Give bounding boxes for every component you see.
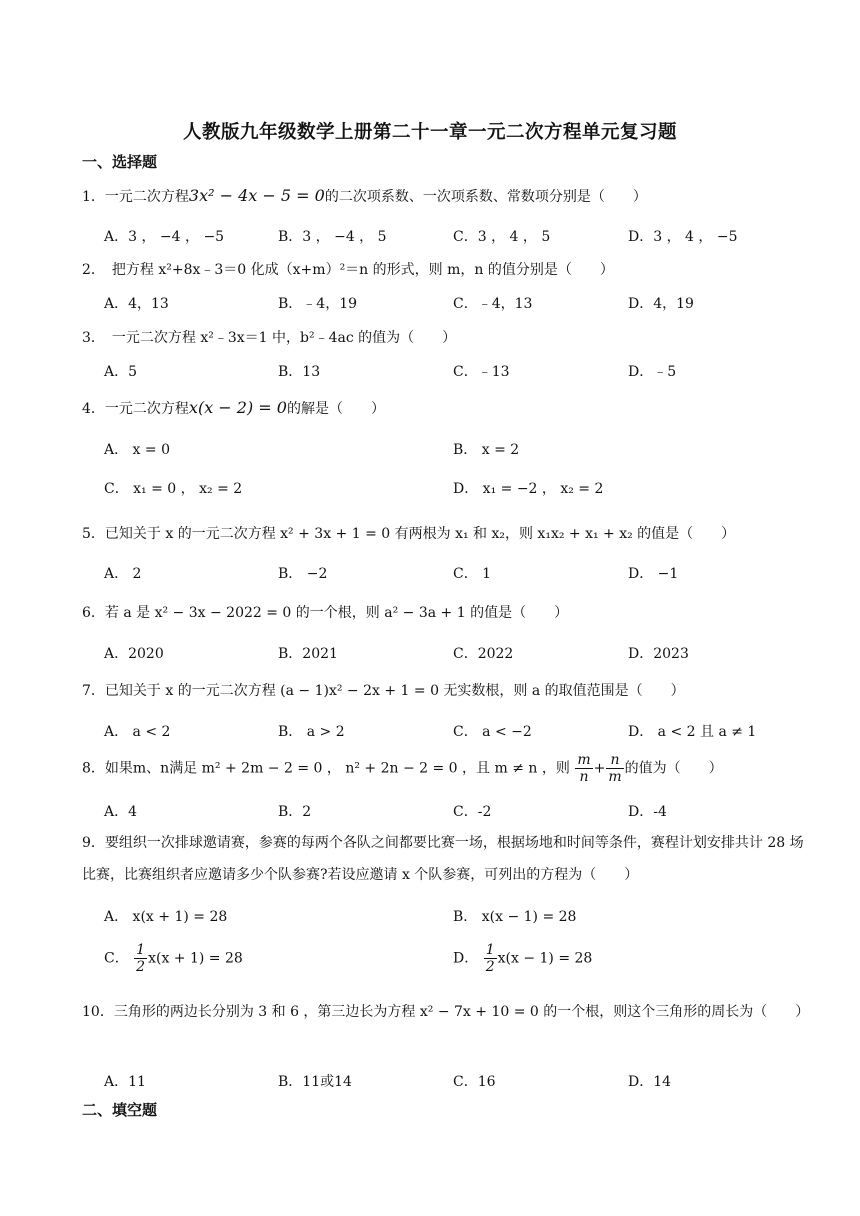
question-8: [82, 752, 723, 785]
question-8-option-b: B．2: [278, 804, 312, 820]
question-10-option-b: B．11或14: [278, 1074, 352, 1090]
question-8-option-d: D．-4: [628, 804, 667, 820]
question-5-option-d: D． −1: [628, 566, 679, 582]
question-4-prefix: 4．一元二次方程: [82, 401, 189, 417]
document-title: 人教版九年级数学上册第二十一章一元二次方程单元复习题: [182, 122, 677, 143]
question-4-option-a: A． x = 0: [104, 442, 170, 458]
section-heading-fill: 二、填空题: [82, 1101, 158, 1119]
question-1-formula: 3x² − 4x − 5 = 0: [188, 186, 325, 205]
question-4-option-b: B． x = 2: [453, 442, 520, 458]
question-9-option-d-half: $\frac{1}{2}$: [485, 942, 495, 975]
question-3-option-c: C．﹣13: [453, 364, 510, 380]
question-6-option-b: B．2021: [278, 646, 338, 662]
question-8-fraction-m-over-n: $\frac{m}{n}$: [577, 752, 591, 785]
question-10: 10．三角形的两边长分别为 3 和 6 ，第三边长为方程 x² − 7x + 10 = 0 的一个根，则这个三角形的周长为（ ）: [82, 1004, 810, 1020]
question-9-option-a: A． x(x + 1) = 28: [104, 909, 228, 925]
question-8-option-a: A．4: [104, 804, 138, 820]
question-5: 5．已知关于 x 的一元二次方程 x² + 3x + 1 = 0 有两根为 x₁ 和 x₂，则 x₁x₂ + x₁ + x₂ 的值是（ ）: [82, 526, 736, 542]
question-6-option-a: A．2020: [104, 646, 164, 662]
question-8-suffix: 的值为（ ）: [624, 760, 723, 777]
question-1-option-b: B．3 ， −4 ， 5: [278, 229, 387, 245]
question-2-option-d: D．4，19: [628, 296, 694, 312]
question-8-option-c: C．-2: [453, 804, 492, 820]
question-4-formula: x(x − 2) = 0: [188, 398, 287, 417]
question-4: [82, 398, 385, 418]
question-3-option-a: A．5: [104, 364, 138, 380]
question-9-option-c-half: $\frac{1}{2}$: [136, 942, 146, 975]
question-7-option-b: B． a > 2: [278, 724, 345, 740]
question-7: 7．已知关于 x 的一元二次方程 (a − 1)x² − 2x + 1 = 0 无实数根，则 a 的取值范围是（ ）: [82, 683, 685, 699]
question-2-option-b: B．﹣4，19: [278, 296, 358, 312]
question-10-option-d: D．14: [628, 1074, 672, 1090]
question-5-option-c: C． 1: [453, 566, 492, 582]
question-6: 6．若 a 是 x² − 3x − 2022 = 0 的一个根，则 a² − 3a + 1 的值是（ ）: [82, 605, 569, 621]
question-7-option-c: C． a < −2: [453, 724, 532, 740]
question-10-option-a: A．11: [104, 1074, 146, 1090]
question-7-option-a: A． a < 2: [104, 724, 171, 740]
question-8-prefix: 8．如果m、n满足 m² + 2m − 2 = 0 ， n² + 2n − 2 = 0 ，且 m ≠ n ，则: [82, 760, 570, 777]
question-1-suffix: 的二次项系数、一次项系数、常数项分别是（ ）: [324, 189, 647, 205]
question-1-option-c: C．3 ， 4 ， 5: [453, 229, 551, 245]
section-heading-choice: 一、选择题: [82, 153, 158, 171]
question-4-suffix: 的解是（ ）: [286, 401, 385, 417]
question-4-option-c: C． x₁ = 0 ， x₂ = 2: [104, 481, 243, 497]
question-8-fraction-n-over-m: $\frac{n}{m}$: [608, 752, 622, 785]
question-3: 3． 一元二次方程 x²﹣3x＝1 中，b²﹣4ac 的值为（ ）: [82, 330, 457, 346]
question-1-option-d: D．3 ， 4 ， −5: [628, 229, 738, 245]
question-3-option-b: B．13: [278, 364, 321, 380]
question-6-option-c: C．2022: [453, 646, 514, 662]
question-2-option-a: A．4，13: [104, 296, 169, 312]
question-1-prefix: 1．一元二次方程: [82, 189, 189, 205]
question-9-option-d: D． $\frac{1}{2}$ x(x − 1) = 28: [453, 942, 593, 975]
question-6-option-d: D．2023: [628, 646, 689, 662]
question-9: 9．要组织一次排球邀请赛，参赛的每两个各队之间都要比赛一场，根据场地和时间等条件，赛程计划安排共计 28 场比赛，比赛组织者应邀请多少个队参赛?若设应邀请 x 个队参赛，可列出的方程为（ ）: [82, 835, 804, 883]
question-5-option-a: A． 2: [104, 566, 142, 582]
question-5-option-b: B． −2: [278, 566, 328, 582]
question-10-option-c: C．16: [453, 1074, 496, 1090]
question-7-option-d: D． a < 2 且 a ≠ 1: [628, 724, 757, 740]
question-1: [82, 186, 647, 206]
question-2-option-c: C．﹣4，13: [453, 296, 533, 312]
question-1-option-a: A．3 ， −4 ， −5: [104, 229, 225, 245]
question-4-option-d: D． x₁ = −2 ， x₂ = 2: [453, 481, 604, 497]
question-8-plus: +: [593, 760, 606, 777]
question-3-option-d: D．﹣5: [628, 364, 677, 380]
question-9-option-c: C． $\frac{1}{2}$ x(x + 1) = 28: [104, 942, 243, 975]
question-2: 2． 把方程 x²+8x﹣3＝0 化成（x+m）²＝n 的形式，则 m，n 的值分别是（ ）: [82, 262, 614, 278]
question-9-option-b: B． x(x − 1) = 28: [453, 909, 577, 925]
